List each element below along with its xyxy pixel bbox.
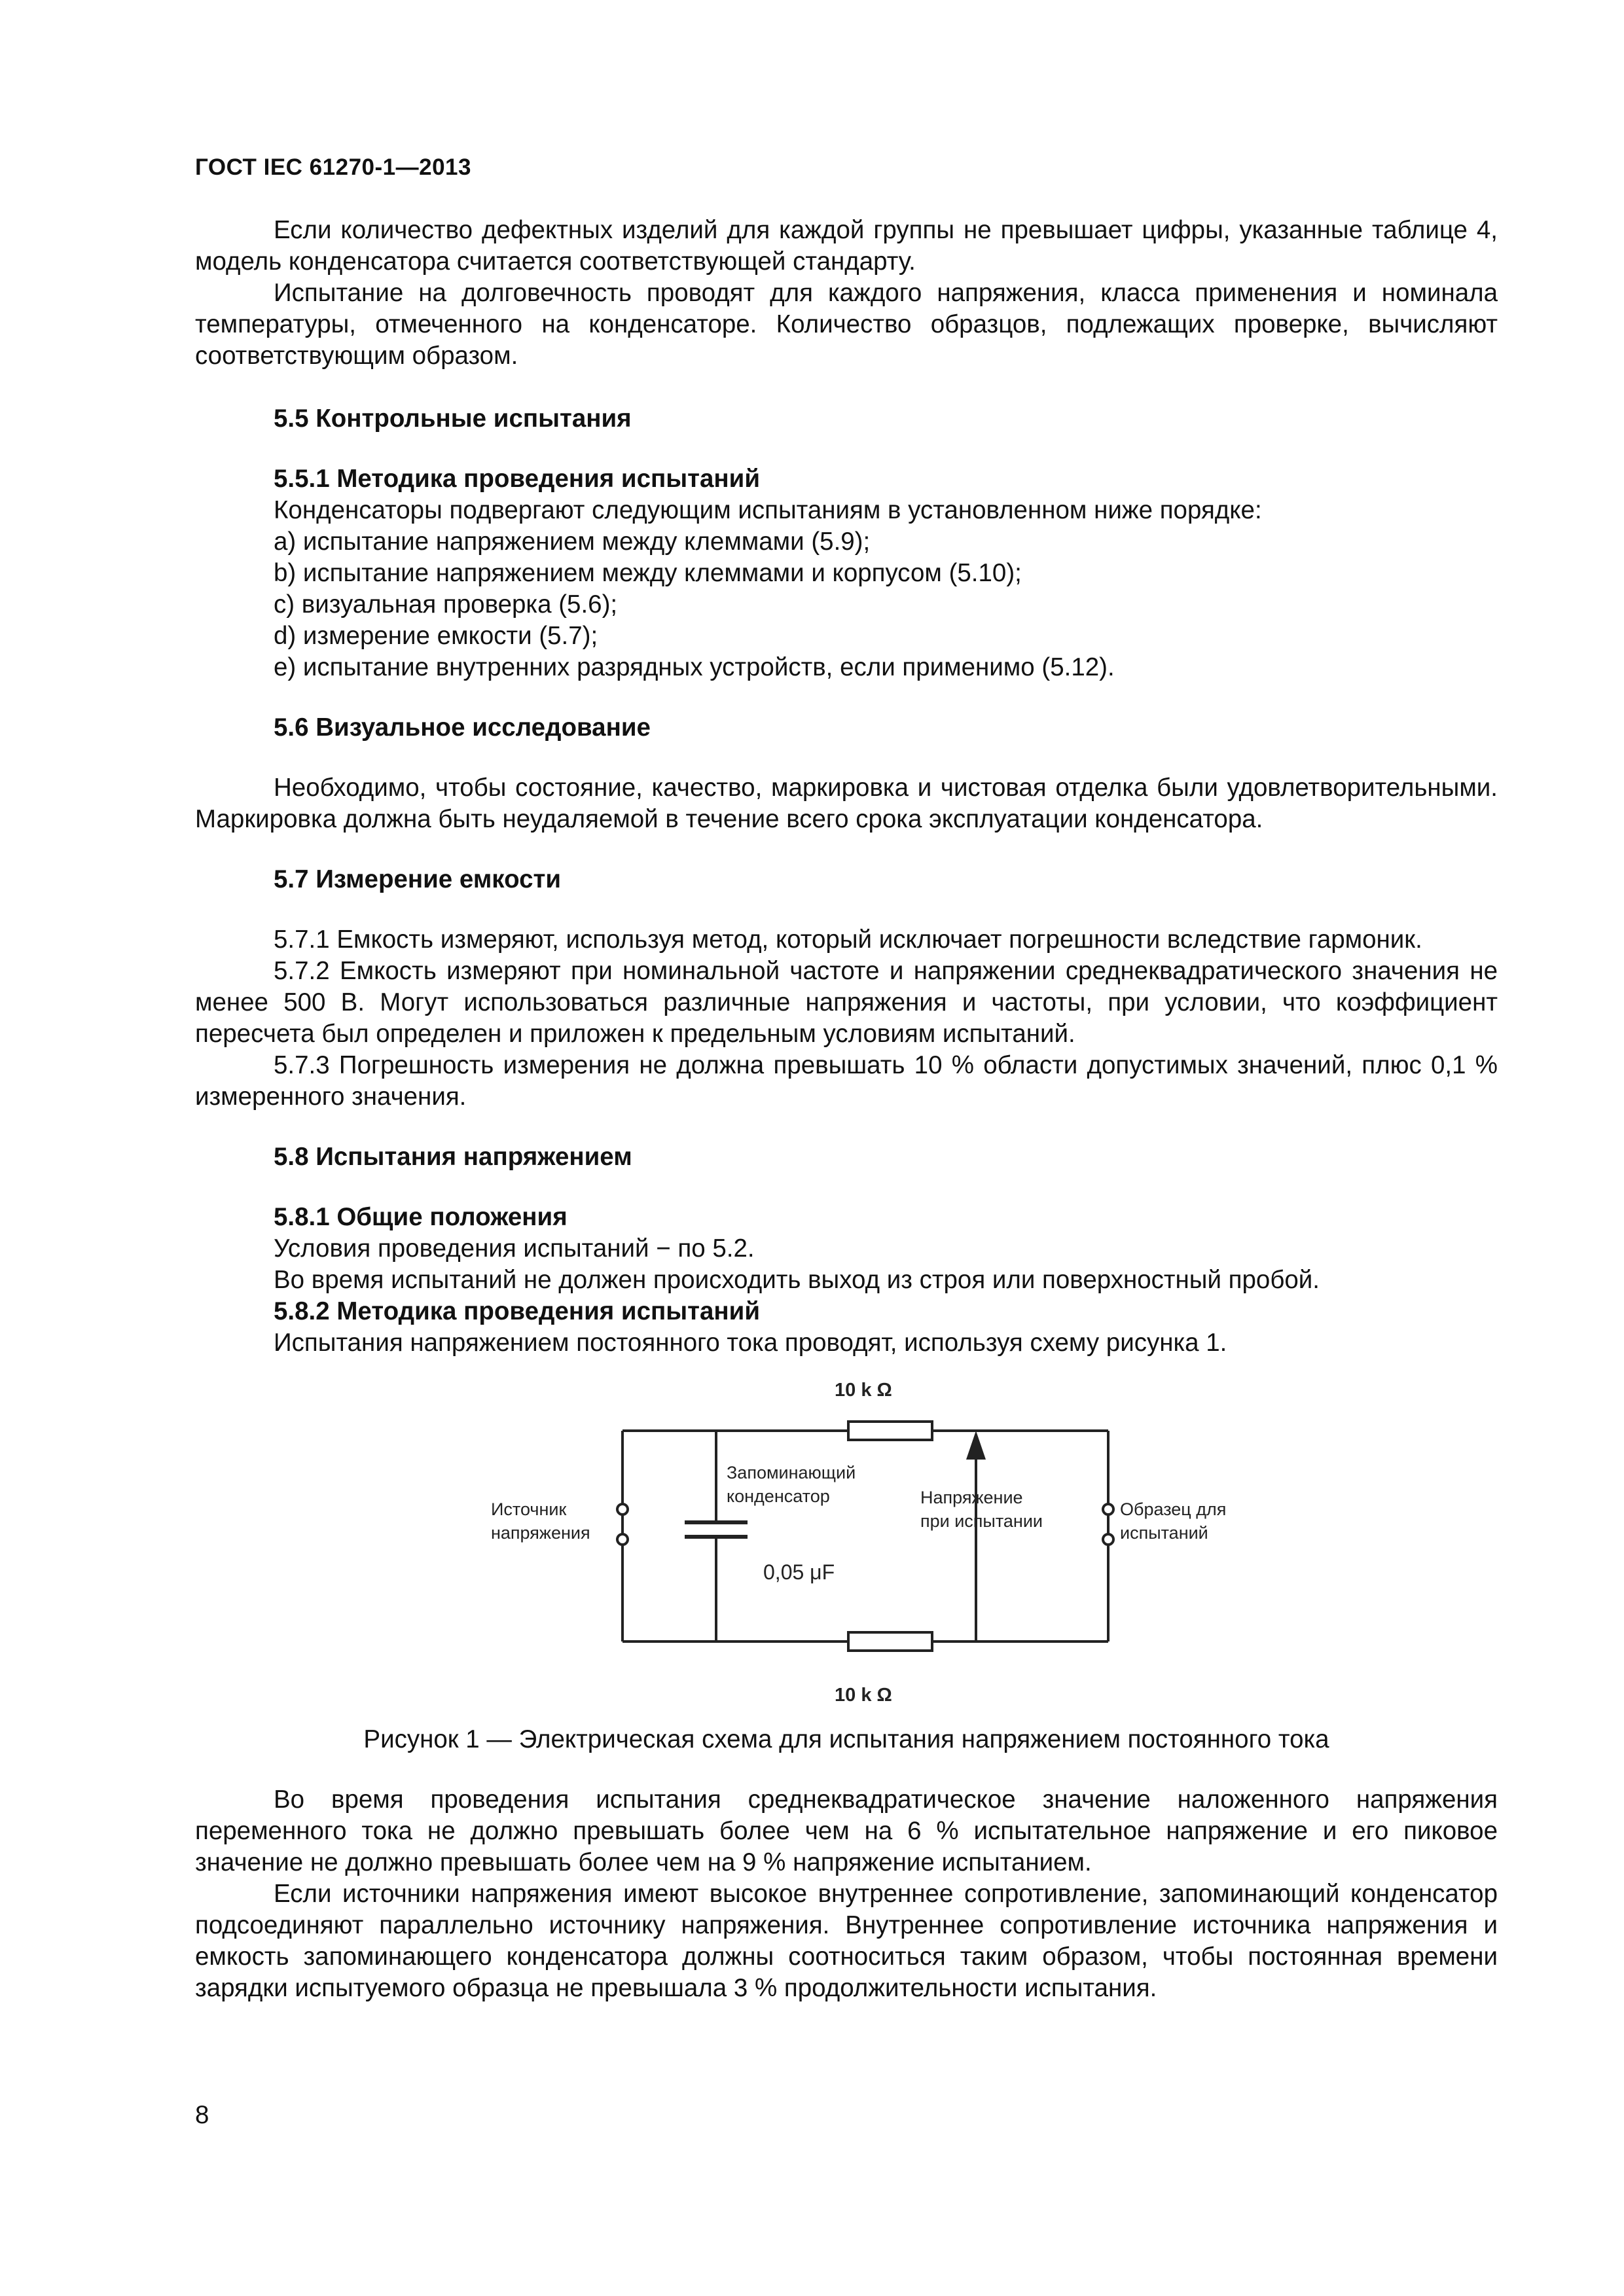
paragraph: Условия проведения испытаний − по 5.2.	[274, 1234, 755, 1263]
paragraph: 5.7.2 Емкость измеряют при номинальной частоте и напряжении среднеквадратического значения не менее 500 В. Могут использоваться различные напряжения и частоты, при условии, что коэффициент пересчета был определен и приложен к предельным условиям испытаний.	[195, 957, 1498, 1048]
paragraph: Испытание на долговечность проводят для каждого напряжения, класса применения и номинала температуры, отмеченного на конденсаторе. Количество образцов, подлежащих проверке, вычисляют соответствующим образом.	[195, 279, 1498, 370]
document-header: ГОСТ IEC 61270-1—2013	[195, 154, 471, 180]
list-item: e) испытание внутренних разрядных устройств, если применимо (5.12).	[274, 653, 1115, 681]
list-item: a) испытание напряжением между клеммами (5.9);	[274, 528, 871, 556]
page-content	[195, 215, 1498, 2004]
paragraph: Если количество дефектных изделий для каждой группы не превышает цифры, указанные таблице 4, модель конденсатора считается соответствующей стандарту.	[195, 216, 1498, 276]
section-heading-5-5: 5.5 Контрольные испытания	[274, 404, 632, 433]
paragraph: Испытания напряжением постоянного тока проводят, используя схему рисунка 1.	[274, 1329, 1227, 1357]
paragraph: Во время проведения испытания среднеквадратическое значение наложенного напряжения переменного тока не должно превышать более чем на 6 % испытательное напряжение и его пиковое значение не должно превышать более чем на 9 % напряжение испытанием.	[195, 1785, 1498, 1876]
section-heading-5-7: 5.7 Измерение емкости	[274, 865, 562, 893]
paragraph: 5.7.1 Емкость измеряют, используя метод, который исключает погрешности вследствие гармоник.	[274, 925, 1422, 954]
section-heading-5-8: 5.8 Испытания напряжением	[274, 1143, 632, 1171]
voltage-arrow-head	[966, 1431, 986, 1460]
list-item: b) испытание напряжением между клеммами и корпусом (5.10);	[274, 559, 1022, 587]
source-terminal-bottom	[617, 1534, 628, 1545]
sample-terminal-top	[1103, 1504, 1113, 1515]
resistor-bottom-label: 10 k Ω	[835, 1685, 892, 1706]
resistor-bottom	[848, 1632, 932, 1651]
paragraph: 5.7.3 Погрешность измерения не должна превышать 10 % области допустимых значений, плюс 0,1 % измеренного значения.	[195, 1051, 1498, 1111]
sample-label: Образец для испытаний	[1120, 1499, 1227, 1543]
list-item: c) визуальная проверка (5.6);	[274, 590, 618, 619]
source-label: Источник напряжения	[491, 1499, 590, 1543]
source-terminal-top	[617, 1504, 628, 1515]
figure-caption: Рисунок 1 — Электрическая схема для испытания напряжением постоянного тока	[363, 1725, 1329, 1753]
paragraph: Конденсаторы подвергают следующим испытаниям в установленном ниже порядке:	[274, 496, 1262, 524]
page-number: 8	[195, 2101, 209, 2129]
subsection-heading-5-8-1: 5.8.1 Общие положения	[274, 1203, 568, 1231]
resistor-top	[848, 1422, 932, 1440]
circuit-diagram	[195, 1372, 1498, 1712]
voltage-label: Напряжение при испытании	[920, 1488, 1043, 1531]
resistor-top-label: 10 k Ω	[835, 1380, 892, 1401]
capacitor-value: 0,05 μF	[763, 1560, 835, 1584]
paragraph: Во время испытаний не должен происходить выход из строя или поверхностный пробой.	[274, 1266, 1320, 1294]
subsection-heading-5-5-1: 5.5.1 Методика проведения испытаний	[274, 465, 761, 493]
section-heading-5-6: 5.6 Визуальное исследование	[274, 713, 651, 742]
list-item: d) измерение емкости (5.7);	[274, 622, 598, 650]
capacitor-label: Запоминающий конденсатор	[727, 1463, 856, 1506]
paragraph: Необходимо, чтобы состояние, качество, маркировка и чистовая отделка были удовлетворительными. Маркировка должна быть неудаляемой в течение всего срока эксплуатации конденсатора.	[195, 774, 1498, 833]
sample-terminal-bottom	[1103, 1534, 1113, 1545]
paragraph: Если источники напряжения имеют высокое внутреннее сопротивление, запоминающий конденсатор подсоединяют параллельно источнику напряжения. Внутреннее сопротивление источника напряжения и емкость запоминающего конденсатора должны соотноситься таким образом, чтобы постоянная времени зарядки испытуемого образца не превышала 3 % продолжительности испытания.	[195, 1880, 1498, 2002]
subsection-heading-5-8-2: 5.8.2 Методика проведения испытаний	[274, 1297, 761, 1325]
circuit-svg	[195, 1372, 1498, 1712]
